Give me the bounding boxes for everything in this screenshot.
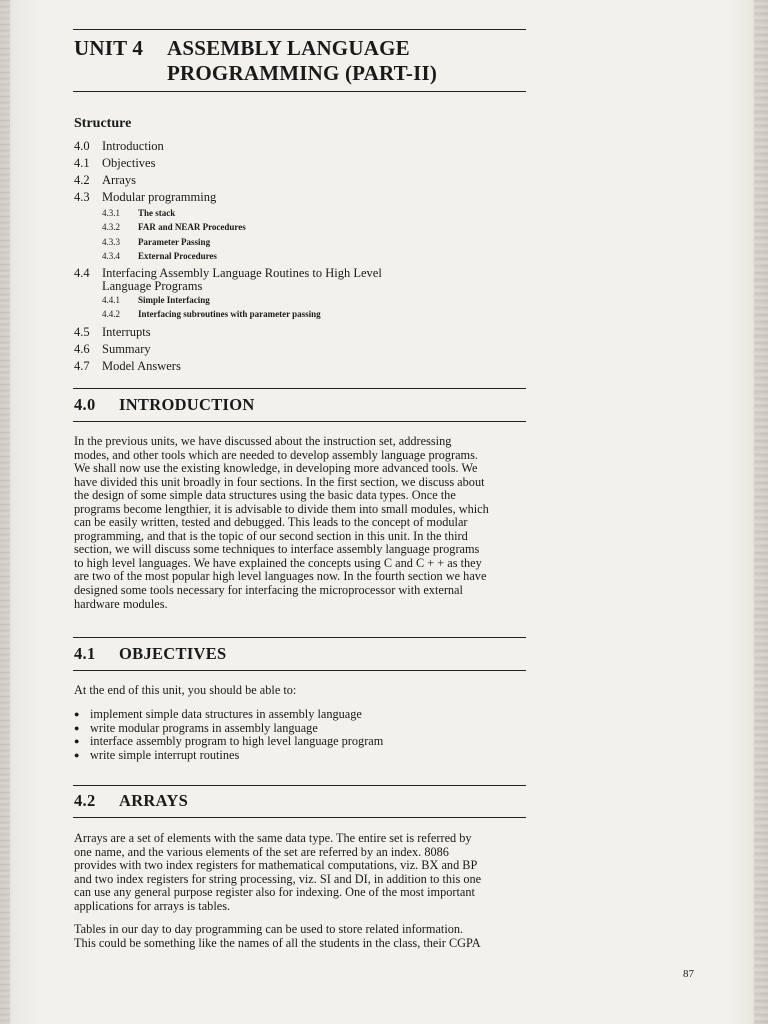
toc-text: Objectives xyxy=(102,156,156,170)
arrays-paragraph-1 xyxy=(74,832,524,913)
toc-item xyxy=(74,267,534,293)
scan-left-edge xyxy=(0,0,10,1024)
section-number: 4.2 xyxy=(74,791,96,810)
toc-subitem xyxy=(74,307,534,321)
text-line: This could be something like the names of all the students in the class, their CGPA xyxy=(74,935,481,950)
table-of-contents xyxy=(74,138,534,375)
toc-subitem xyxy=(74,206,534,220)
unit-number: UNIT 4 xyxy=(74,36,144,60)
toc-num: 4.3.3 xyxy=(102,236,120,247)
rule-intro-top xyxy=(73,388,526,389)
text-line: modes, and other tools which are needed to develop assembly language programs. xyxy=(74,447,478,462)
toc-num: 4.3 xyxy=(74,190,90,204)
arrays-paragraph-2 xyxy=(74,923,524,950)
introduction-paragraph xyxy=(74,435,524,611)
section-title: INTRODUCTION xyxy=(119,395,255,414)
toc-text: Summary xyxy=(102,341,151,356)
toc-subitem xyxy=(74,235,534,249)
text-line: hardware modules. xyxy=(74,596,168,611)
structure-heading: Structure xyxy=(74,116,132,131)
toc-num: 4.3.1 xyxy=(102,208,120,218)
toc-num: 4.2 xyxy=(74,173,90,187)
text-line: designed some tools necessary for interfacing the microprocessor with external xyxy=(74,583,463,598)
toc-text: Interfacing subroutines with parameter passing xyxy=(138,309,321,320)
text-line: programming, and that is the topic of our second section in this unit. In the third xyxy=(74,528,468,543)
text-line: We shall now use the existing knowledge, in developing more advanced tools. We xyxy=(74,461,478,476)
toc-text: The stack xyxy=(138,208,176,218)
section-number: 4.1 xyxy=(74,644,96,663)
toc-num: 4.4.1 xyxy=(102,295,120,306)
toc-num: 4.7 xyxy=(74,358,90,373)
toc-item xyxy=(74,324,534,341)
toc-text: FAR and NEAR Procedures xyxy=(138,222,246,233)
text-line: to high level languages. We have explained the concepts using C and C + + as they xyxy=(74,555,482,570)
section-heading-arrays xyxy=(74,791,188,811)
page-number: 87 xyxy=(683,968,694,980)
section-title: OBJECTIVES xyxy=(119,644,227,663)
rule-under-title xyxy=(73,91,526,92)
text-line: Tables in our day to day programming can be used to store related information. xyxy=(74,922,464,936)
text-line: the design of some simple data structures using the basic data types. Once the xyxy=(74,488,456,503)
toc-num: 4.5 xyxy=(74,324,90,339)
toc-text: External Procedures xyxy=(138,250,217,261)
toc-text: Model Answers xyxy=(102,358,181,373)
objectives-lead: At the end of this unit, you should be able to: xyxy=(74,683,297,697)
text-line: have divided this unit broadly in four sections. In the first section, we discuss about xyxy=(74,474,485,489)
rule-intro-bottom xyxy=(73,421,526,422)
toc-num: 4.4.2 xyxy=(102,309,120,320)
list-item: ● write modular programs in assembly language xyxy=(74,722,383,736)
toc-text-line1: Interfacing Assembly Language Routines to High Level xyxy=(102,266,382,281)
rule-arrays-top xyxy=(73,785,526,786)
text-line: are two of the most popular high level languages now. In the fourth section we have xyxy=(74,569,487,584)
scan-right-edge xyxy=(754,0,768,1024)
toc-num: 4.1 xyxy=(74,156,90,170)
rule-objectives-bottom xyxy=(73,670,526,671)
toc-num: 4.6 xyxy=(74,341,90,356)
text-line: provides with two index registers for mathematical computations, viz. BX and BP xyxy=(74,858,478,873)
toc-item xyxy=(74,189,534,206)
rule-objectives-top xyxy=(73,637,526,638)
unit-title-line1: ASSEMBLY LANGUAGE xyxy=(167,36,410,60)
toc-text: Introduction xyxy=(102,139,164,153)
text-line: can use any general purpose register also for indexing. One of the most important xyxy=(74,885,475,900)
text-line: can be easily written, tested and debugged. This leads to the concept of modular xyxy=(74,515,468,530)
toc-item xyxy=(74,138,534,155)
text-line: Arrays are a set of elements with the same data type. The entire set is referred by xyxy=(74,831,472,845)
toc-num: 4.4 xyxy=(74,266,90,281)
unit-title xyxy=(74,36,437,86)
toc-text: Parameter Passing xyxy=(138,236,211,247)
rule-arrays-bottom xyxy=(73,817,526,818)
section-number: 4.0 xyxy=(74,395,96,414)
toc-text xyxy=(102,267,382,293)
toc-subitem xyxy=(74,293,534,307)
section-title: ARRAYS xyxy=(119,791,189,810)
list-item: ● write simple interrupt routines xyxy=(74,749,383,763)
text-line: and two index registers for string processing, viz. SI and DI, in addition to this one xyxy=(74,871,482,886)
text-line: section, we will discuss some techniques to interface assembly language programs xyxy=(74,542,480,557)
rule-top xyxy=(73,29,526,30)
toc-subitem xyxy=(74,220,534,234)
text-line: one name, and the various elements of the set are referred by an index. 8086 xyxy=(74,844,449,859)
list-item: ● implement simple data structures in assembly language xyxy=(74,708,383,722)
toc-text: Arrays xyxy=(102,173,137,187)
toc-item xyxy=(74,155,534,172)
section-heading-introduction xyxy=(74,395,255,415)
toc-item xyxy=(74,172,534,189)
toc-subitem xyxy=(74,249,534,263)
toc-text: Simple Interfacing xyxy=(138,295,210,306)
text-line: In the previous units, we have discussed about the instruction set, addressing xyxy=(74,434,452,448)
toc-text: Interrupts xyxy=(102,324,151,339)
text-line: applications for arrays is tables. xyxy=(74,898,231,913)
toc-num: 4.0 xyxy=(74,139,90,153)
toc-num: 4.3.4 xyxy=(102,250,120,261)
toc-text-line2: Language Programs xyxy=(102,279,203,294)
section-heading-objectives xyxy=(74,644,227,664)
toc-num: 4.3.2 xyxy=(102,222,120,233)
toc-text: Modular programming xyxy=(102,190,217,204)
toc-item xyxy=(74,341,534,358)
text-line: programs become lengthier, it is advisable to divide them into small modules, which xyxy=(74,501,489,516)
list-item: ● interface assembly program to high level language program xyxy=(74,735,383,749)
objectives-list xyxy=(74,708,383,762)
unit-title-line2: PROGRAMMING (PART-II) xyxy=(167,61,438,85)
toc-item xyxy=(74,358,534,375)
